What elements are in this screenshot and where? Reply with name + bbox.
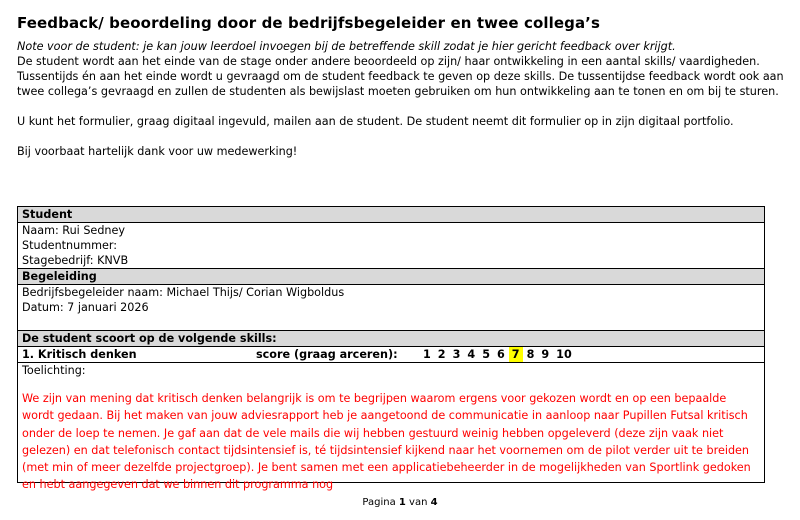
mail-paragraph: U kunt het formulier, graag digitaal ingevuld, mailen aan de student. De student neemt dit formulier op in zijn digitaal portfolio. bbox=[17, 115, 734, 128]
student-number-field[interactable]: Studentnummer: bbox=[22, 239, 118, 252]
comment-label: Toelichting: bbox=[22, 364, 86, 377]
student-name-field[interactable]: Naam: Rui Sedney bbox=[22, 224, 126, 237]
score-option-5[interactable]: 5 bbox=[482, 348, 490, 361]
intro-paragraph: De student wordt aan het einde van de stage onder andere beoordeeld op zijn/ haar ontwikkeling in een aantal skills/ vaardigheden. Tussentijds én aan het einde wordt u gevraagd om de student feedback te geven op deze skills. De tussentijdse feedback wordt ook aan twee collega’s gevraagd en zullen de studenten als bewijslast moeten gebruiken om hun ontwikkeling aan te tonen en om bij te sturen. bbox=[17, 55, 784, 98]
thanks-line: Bij voorbaat hartelijk dank voor uw medewerking! bbox=[17, 145, 298, 158]
page-footer bbox=[0, 497, 800, 508]
score-option-9[interactable]: 9 bbox=[541, 348, 550, 361]
score-option-7[interactable]: 7 bbox=[509, 347, 523, 362]
internship-company-field[interactable]: Stagebedrijf: KNVB bbox=[22, 254, 129, 267]
student-section-header: Student bbox=[18, 207, 764, 223]
spacer-row bbox=[18, 315, 764, 330]
guidance-section-header: Begeleiding bbox=[18, 268, 764, 285]
skill-row-critical-thinking bbox=[18, 347, 764, 363]
score-option-1[interactable]: 1 bbox=[423, 348, 431, 361]
supervisor-name-field[interactable]: Bedrijfsbegeleider naam: Michael Thijs/ Corian Wigboldus bbox=[22, 286, 345, 299]
feedback-text[interactable]: We zijn van mening dat kritisch denken belangrijk is om te begrijpen waarom ergens voor gekozen wordt en op een bepaalde wordt gedaan. Bij het maken van jouw adviesrapport heb je aangetoond de communicatie in aanloop naar Pupillen Futsal kritisch onder de loep te nemen. Je gaf aan dat de vele mails die wij hebben gestuurd weinig hebben opgeleverd (deze zijn vaak niet gelezen) en dat telefonisch contact tijdsintensief is, té tijdsintensief kijkend naar het voornemen om de pilot verder uit te breiden (met min of meer dezelfde projectgroep). Je bent samen met een applicatiebeheerder in de mogelijkheden van Sportlink gedoken en hebt aangegeven dat we binnen dit programma nog bbox=[22, 392, 751, 492]
score-option-6[interactable]: 6 bbox=[496, 348, 505, 361]
score-option-4[interactable]: 4 bbox=[467, 348, 476, 361]
score-option-2[interactable]: 2 bbox=[437, 348, 446, 361]
score-option-3[interactable]: 3 bbox=[452, 348, 461, 361]
footer-prefix: Pagina bbox=[362, 497, 396, 508]
feedback-form-table bbox=[17, 206, 765, 492]
skill-name: 1. Kritisch denken bbox=[22, 348, 137, 361]
score-label: score (graag arceren): bbox=[256, 348, 398, 361]
score-scale bbox=[420, 347, 576, 362]
date-field[interactable]: Datum: 7 januari 2026 bbox=[22, 301, 149, 314]
page-title: Feedback/ beoordeling door de bedrijfsbegeleider en twee collega’s bbox=[17, 14, 601, 32]
footer-current-page: 1 bbox=[398, 497, 406, 508]
student-note: Note voor de student: je kan jouw leerdoel invoegen bij de betreffende skill zodat je hier gericht feedback over krijgt. bbox=[17, 40, 676, 53]
score-option-10[interactable]: 10 bbox=[556, 348, 572, 361]
skills-section-header: De student scoort op de volgende skills: bbox=[18, 330, 764, 347]
footer-middle: van bbox=[409, 497, 428, 508]
footer-total-pages: 4 bbox=[430, 497, 438, 508]
score-option-8[interactable]: 8 bbox=[526, 348, 535, 361]
intro-text bbox=[17, 39, 787, 159]
